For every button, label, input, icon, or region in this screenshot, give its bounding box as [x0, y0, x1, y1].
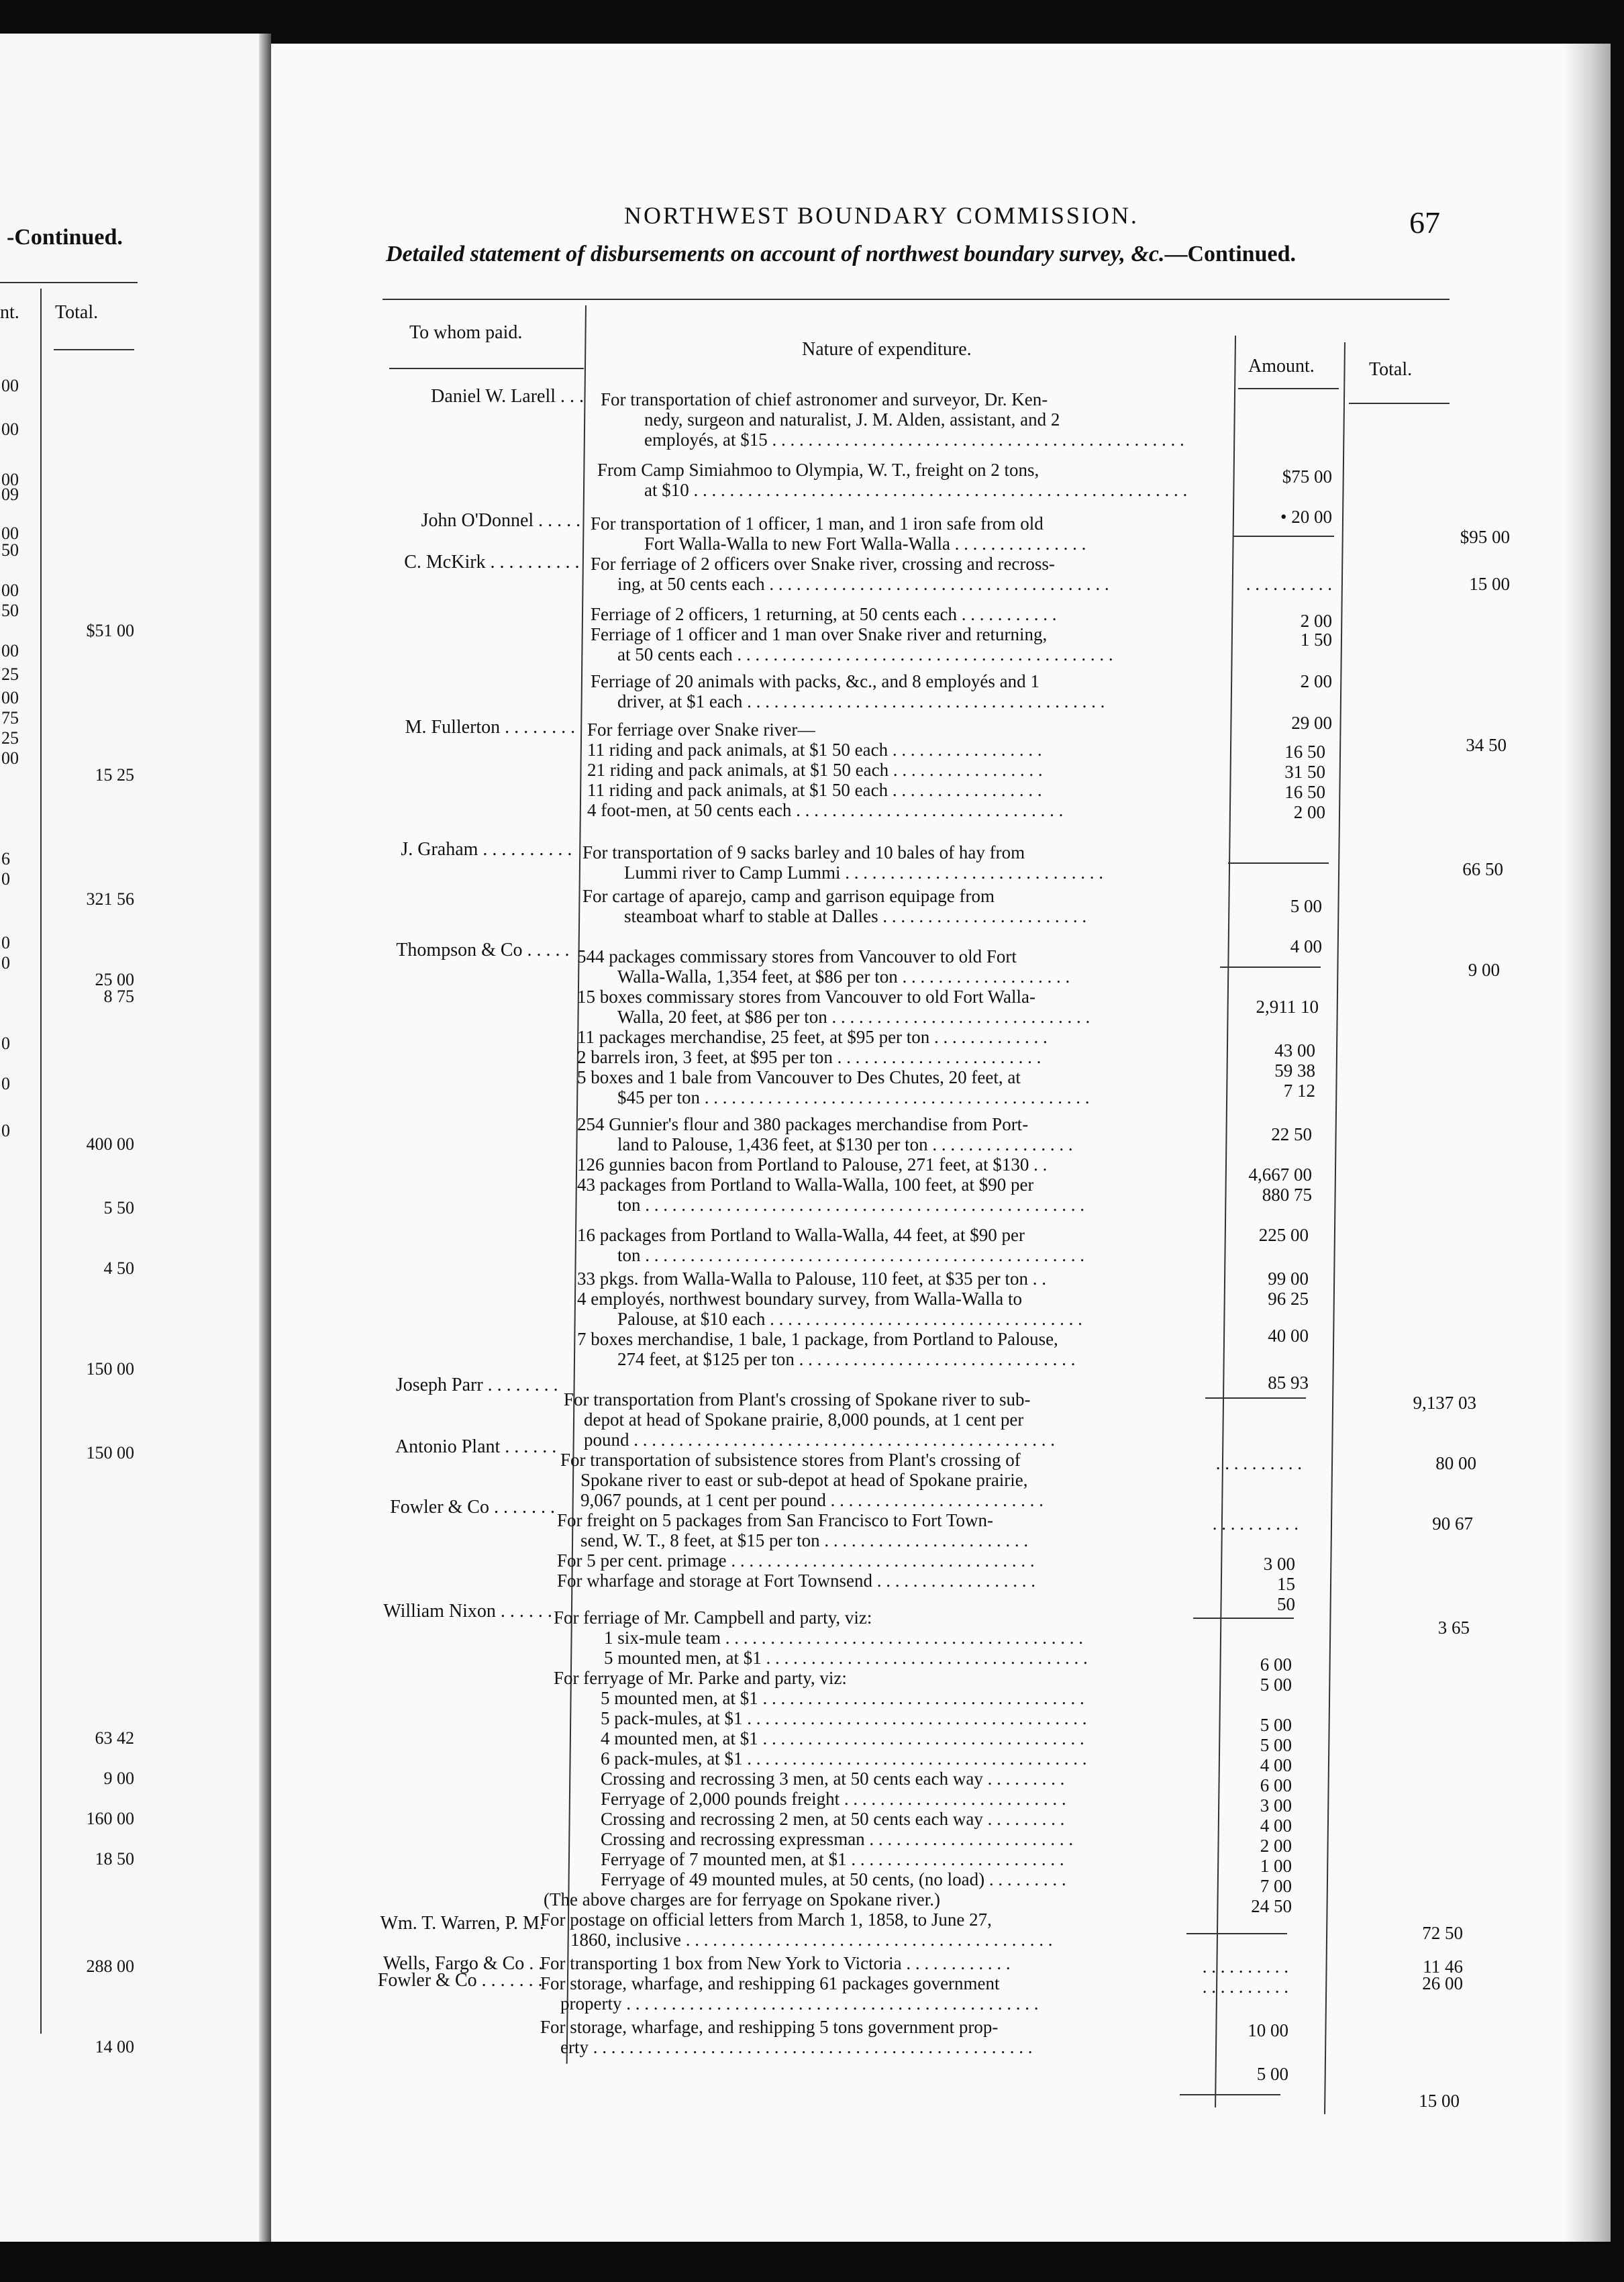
- expenditure-line: For ferriage over Snake river—: [587, 720, 816, 740]
- left-total-cell: 288 00: [86, 1956, 134, 1976]
- amount-cell: 2 00: [1300, 671, 1332, 691]
- expenditure-line: 5 boxes and 1 bale from Vancouver to Des Chutes, 20 feet, at: [577, 1067, 1021, 1087]
- expenditure-line: 21 riding and pack animals, at $1 50 each . . . . . . . . . . . . . . . . .: [587, 760, 1043, 780]
- subtotal-rule: [1186, 1933, 1287, 1934]
- expenditure-line: depot at head of Spokane prairie, 8,000 pounds, at 1 cent per: [584, 1409, 1024, 1430]
- subtotal-rule: [1220, 966, 1321, 968]
- expenditure-line: land to Palouse, 1,436 feet, at $130 per ton . . . . . . . . . . . . . . . .: [617, 1134, 1073, 1154]
- left-amount-cell: 50: [1, 540, 19, 560]
- left-header-underline: [54, 349, 134, 350]
- amount-cell: 15: [1277, 1574, 1295, 1594]
- left-amount-cell: 0: [1, 1121, 10, 1140]
- amount-cell: 4 00: [1260, 1816, 1292, 1836]
- left-amount-cell: 00: [1, 748, 19, 768]
- expenditure-line: For transporting 1 box from New York to Victoria . . . . . . . . . . . .: [540, 1953, 1011, 1973]
- amount-cell: 6 00: [1260, 1775, 1292, 1795]
- left-total-cell: 5 50: [103, 1198, 134, 1218]
- amount-cell: 10 00: [1248, 2020, 1288, 2040]
- left-amount-cell: 00: [1, 376, 19, 395]
- expenditure-line: 33 pkgs. from Walla-Walla to Palouse, 110 feet, at $35 per ton . .: [577, 1269, 1046, 1289]
- left-amount-cell: 25: [1, 728, 19, 748]
- expenditure-line: For transportation of 9 sacks barley and 10 bales of hay from: [582, 842, 1025, 862]
- expenditure-line: Ferryage of 7 mounted men, at $1 . . . . . . . . . . . . . . . . . . . . . . . .: [601, 1849, 1064, 1869]
- amount-cell: 5 00: [1260, 1675, 1292, 1695]
- left-total-cell: 15 25: [95, 765, 134, 785]
- expenditure-line: steamboat wharf to stable at Dalles . . . . . . . . . . . . . . . . . . . . . . .: [624, 906, 1087, 926]
- left-total-cell: 18 50: [95, 1849, 134, 1869]
- expenditure-line: (The above charges are for ferryage on Spokane river.): [544, 1889, 940, 1909]
- amount-cell: 7 00: [1260, 1876, 1292, 1896]
- left-amount-cell: 00: [1, 524, 19, 543]
- left-amount-cell: 0: [1, 1034, 10, 1053]
- subtitle-continued: —Continued.: [1164, 242, 1297, 266]
- expenditure-line: For transportation of 1 officer, 1 man, and 1 iron safe from old: [591, 513, 1044, 534]
- expenditure-line: 6 pack-mules, at $1 . . . . . . . . . . . . . . . . . . . . . . . . . . . . . . . . . . . . . .: [601, 1748, 1087, 1769]
- subtotal-rule: [1193, 1618, 1294, 1619]
- table-top-rule: [383, 299, 1450, 300]
- expenditure-line: For storage, wharfage, and reshipping 5 tons government prop-: [540, 2017, 999, 2037]
- amount-cell: 40 00: [1268, 1326, 1309, 1346]
- amount-cell: $75 00: [1282, 466, 1332, 487]
- total-cell: 15 00: [1419, 2091, 1460, 2111]
- total-cell: 72 50: [1422, 1923, 1463, 1943]
- left-col-amount-header: nt.: [0, 302, 19, 323]
- expenditure-line: For transportation of chief astronomer and surveyor, Dr. Ken-: [601, 389, 1048, 409]
- running-title: NORTHWEST BOUNDARY COMMISSION.: [624, 202, 1139, 229]
- amount-cell: 5 00: [1256, 2064, 1288, 2084]
- page-number: 67: [1409, 205, 1440, 240]
- expenditure-line: 4 employés, northwest boundary survey, from Walla-Walla to: [577, 1289, 1022, 1309]
- expenditure-line: Crossing and recrossing 3 men, at 50 cents each way . . . . . . . . .: [601, 1769, 1065, 1789]
- expenditure-line: 4 foot-men, at 50 cents each . . . . . . . . . . . . . . . . . . . . . . . . . . . . . .: [587, 800, 1064, 820]
- amount-cell: 3 00: [1263, 1554, 1295, 1574]
- amount-cell: . . . . . . . . . .: [1212, 1514, 1299, 1534]
- total-cell: 9 00: [1468, 960, 1500, 980]
- amount-cell: 24 50: [1251, 1896, 1292, 1916]
- left-total-cell: 321 56: [86, 889, 134, 909]
- total-cell: 3 65: [1437, 1618, 1470, 1638]
- amount-cell: 59 38: [1274, 1060, 1315, 1081]
- total-cell: 80 00: [1435, 1453, 1476, 1473]
- amount-cell: 29 00: [1291, 713, 1332, 733]
- expenditure-line: Ferriage of 2 officers, 1 returning, at 50 cents each . . . . . . . . . . .: [591, 604, 1057, 624]
- left-total-cell: 400 00: [86, 1134, 134, 1154]
- left-total-cell: 14 00: [95, 2037, 134, 2056]
- amount-cell: 31 50: [1284, 762, 1325, 782]
- expenditure-line: 11 packages merchandise, 25 feet, at $95 per ton . . . . . . . . . . . . .: [577, 1027, 1048, 1047]
- total-cell: 11 46: [1423, 1956, 1463, 1977]
- left-amount-cell: 50: [1, 601, 19, 620]
- payee-name: Wells, Fargo & Co . .: [383, 1953, 544, 1974]
- header-underline-total: [1349, 403, 1450, 404]
- amount-cell: . . . . . . . . . .: [1215, 1453, 1302, 1473]
- expenditure-line: property . . . . . . . . . . . . . . . . . . . . . . . . . . . . . . . . . . . . . . . . . . . . . .: [560, 1993, 1039, 2014]
- expenditure-line: Ferryage of 49 mounted mules, at 50 cents, (no load) . . . . . . . . .: [601, 1869, 1066, 1889]
- amount-cell: 225 00: [1258, 1225, 1309, 1245]
- expenditure-line: Ferriage of 1 officer and 1 man over Snake river and returning,: [591, 624, 1048, 644]
- expenditure-line: For postage on official letters from March 1, 1858, to June 27,: [540, 1909, 992, 1930]
- amount-cell: 85 93: [1268, 1373, 1309, 1393]
- left-amount-cell: 75: [1, 708, 19, 728]
- subtotal-rule: [1233, 536, 1334, 537]
- expenditure-line: 254 Gunnier's flour and 380 packages merchandise from Port-: [577, 1114, 1029, 1134]
- expenditure-line: at 50 cents each . . . . . . . . . . . . . . . . . . . . . . . . . . . . . . . . . . . . . . . . . .: [617, 644, 1113, 664]
- total-cell: 9,137 03: [1413, 1393, 1476, 1413]
- amount-cell: 22 50: [1271, 1124, 1312, 1144]
- left-amount-cell: 0: [1, 933, 10, 952]
- left-amount-cell: 0: [1, 869, 10, 889]
- expenditure-line: Palouse, at $10 each . . . . . . . . . . . . . . . . . . . . . . . . . . . . . . . . . . .: [617, 1309, 1082, 1329]
- amount-cell: • 20 00: [1280, 507, 1332, 527]
- expenditure-line: 7 boxes merchandise, 1 bale, 1 package, from Portland to Palouse,: [577, 1329, 1058, 1349]
- amount-cell: 5 00: [1260, 1735, 1292, 1755]
- expenditure-line: For freight on 5 packages from San Francisco to Fort Town-: [557, 1510, 993, 1530]
- expenditure-line: 9,067 pounds, at 1 cent per pound . . . . . . . . . . . . . . . . . . . . . . . .: [580, 1490, 1044, 1510]
- amount-cell: . . . . . . . . . .: [1202, 1977, 1288, 1997]
- expenditure-line: For transportation of subsistence stores from Plant's crossing of: [560, 1450, 1021, 1470]
- amount-cell: 4 00: [1290, 936, 1322, 956]
- expenditure-line: Lummi river to Camp Lummi . . . . . . . . . . . . . . . . . . . . . . . . . . . . .: [624, 862, 1103, 883]
- amount-cell: 4,667 00: [1248, 1164, 1312, 1185]
- expenditure-line: at $10 . . . . . . . . . . . . . . . . . . . . . . . . . . . . . . . . . . . . . . . . . . . . . . . . . . . . . . .: [644, 480, 1188, 500]
- expenditure-line: 5 mounted men, at $1 . . . . . . . . . . . . . . . . . . . . . . . . . . . . . . . . . . . .: [601, 1688, 1084, 1708]
- expenditure-line: 2 barrels iron, 3 feet, at $95 per ton . . . . . . . . . . . . . . . . . . . . . . .: [577, 1047, 1042, 1067]
- expenditure-line: send, W. T., 8 feet, at $15 per ton . . . . . . . . . . . . . . . . . . . . . . .: [580, 1530, 1029, 1550]
- expenditure-line: pound . . . . . . . . . . . . . . . . . . . . . . . . . . . . . . . . . . . . . . . . . . . . . . .: [584, 1430, 1055, 1450]
- expenditure-line: From Camp Simiahmoo to Olympia, W. T., freight on 2 tons,: [597, 460, 1039, 480]
- expenditure-line: For transportation from Plant's crossing of Spokane river to sub-: [564, 1389, 1031, 1409]
- expenditure-line: 274 feet, at $125 per ton . . . . . . . . . . . . . . . . . . . . . . . . . . . . . . .: [617, 1349, 1076, 1369]
- left-amount-cell: 25: [1, 664, 19, 684]
- left-total-cell: 25 00: [95, 970, 134, 989]
- expenditure-line: 1860, inclusive . . . . . . . . . . . . . . . . . . . . . . . . . . . . . . . . . . . . . . . . .: [570, 1930, 1053, 1950]
- expenditure-line: For storage, wharfage, and reshipping 61 packages government: [540, 1973, 1000, 1993]
- total-cell: 15 00: [1469, 574, 1510, 594]
- expenditure-line: For wharfage and storage at Fort Townsend . . . . . . . . . . . . . . . . . .: [557, 1571, 1035, 1591]
- amount-cell: 5 00: [1260, 1715, 1292, 1735]
- col-header-to-whom: To whom paid.: [409, 322, 523, 343]
- left-amount-cell: 00: [1, 470, 19, 489]
- expenditure-line: Fort Walla-Walla to new Fort Walla-Walla . . . . . . . . . . . . . . .: [644, 534, 1086, 554]
- book-gutter: [259, 34, 271, 2242]
- payee-name: C. McKirk . . . . . . . . . .: [404, 552, 580, 573]
- left-amount-cell: 0: [1, 953, 10, 973]
- expenditure-line: ton . . . . . . . . . . . . . . . . . . . . . . . . . . . . . . . . . . . . . . . . . . . . . . . . .: [617, 1195, 1085, 1215]
- expenditure-line: Ferriage of 20 animals with packs, &c., and 8 employés and 1: [591, 671, 1039, 691]
- left-amount-cell: 00: [1, 419, 19, 439]
- total-cell: $95 00: [1460, 527, 1510, 547]
- amount-cell: 2 00: [1300, 611, 1332, 631]
- left-total-cell: 63 42: [95, 1728, 134, 1748]
- expenditure-line: For 5 per cent. primage . . . . . . . . . . . . . . . . . . . . . . . . . . . . . . . . . .: [557, 1550, 1035, 1571]
- left-header-rule: [0, 282, 138, 283]
- expenditure-line: For ferriage of 2 officers over Snake river, crossing and recross-: [591, 554, 1055, 574]
- expenditure-line: nedy, surgeon and naturalist, J. M. Alden, assistant, and 2: [644, 409, 1060, 430]
- left-amount-cell: 00: [1, 688, 19, 707]
- expenditure-line: Spokane river to east or sub-depot at head of Spokane prairie,: [580, 1470, 1028, 1490]
- expenditure-line: Crossing and recrossing 2 men, at 50 cents each way . . . . . . . . .: [601, 1809, 1065, 1829]
- payee-name: Joseph Parr . . . . . . . .: [395, 1375, 558, 1395]
- subtotal-rule: [1180, 2094, 1280, 2095]
- left-amount-cell: 00: [1, 581, 19, 600]
- expenditure-line: employés, at $15 . . . . . . . . . . . . . . . . . . . . . . . . . . . . . . . . . . . . . . . . . . . . . .: [644, 430, 1184, 450]
- left-total-cell: 160 00: [86, 1809, 134, 1828]
- page-edge-shadow: [1564, 44, 1611, 2242]
- amount-cell: 1 00: [1260, 1856, 1292, 1876]
- col-header-nature: Nature of expenditure.: [802, 339, 972, 360]
- expenditure-line: 126 gunnies bacon from Portland to Palouse, 271 feet, at $130 . .: [577, 1154, 1048, 1175]
- amount-cell: 7 12: [1283, 1081, 1315, 1101]
- expenditure-line: 5 mounted men, at $1 . . . . . . . . . . . . . . . . . . . . . . . . . . . . . . . . . . . .: [604, 1648, 1088, 1668]
- payee-name: Antonio Plant . . . . . .: [395, 1436, 557, 1457]
- expenditure-line: 11 riding and pack animals, at $1 50 each . . . . . . . . . . . . . . . . .: [587, 740, 1042, 760]
- expenditure-line: 15 boxes commissary stores from Vancouver to old Fort Walla-: [577, 987, 1035, 1007]
- amount-cell: 43 00: [1274, 1040, 1315, 1060]
- amount-cell: 50: [1277, 1594, 1295, 1614]
- expenditure-line: erty . . . . . . . . . . . . . . . . . . . . . . . . . . . . . . . . . . . . . . . . . . . . . . . . .: [560, 2037, 1033, 2057]
- left-total-cell: 8 75: [103, 987, 134, 1006]
- left-total-cell: 150 00: [86, 1443, 134, 1462]
- payee-name: Fowler & Co . . . . . . .: [377, 1970, 543, 1991]
- amount-cell: . . . . . . . . . .: [1246, 574, 1332, 594]
- amount-cell: 16 50: [1284, 742, 1325, 762]
- expenditure-line: driver, at $1 each . . . . . . . . . . . . . . . . . . . . . . . . . . . . . . . . . . . . . . . .: [617, 691, 1105, 711]
- expenditure-line: $45 per ton . . . . . . . . . . . . . . . . . . . . . . . . . . . . . . . . . . . . . . . . . . .: [617, 1087, 1090, 1107]
- expenditure-line: Crossing and recrossing expressman . . . . . . . . . . . . . . . . . . . . . . .: [601, 1829, 1074, 1849]
- amount-cell: 2 00: [1260, 1836, 1292, 1856]
- amount-cell: 5 00: [1290, 896, 1322, 916]
- amount-cell: 880 75: [1262, 1185, 1312, 1205]
- expenditure-line: 11 riding and pack animals, at $1 50 each . . . . . . . . . . . . . . . . .: [587, 780, 1042, 800]
- payee-name: J. Graham . . . . . . . . . .: [401, 839, 572, 860]
- amount-cell: 99 00: [1268, 1269, 1309, 1289]
- expenditure-line: For cartage of aparejo, camp and garrison equipage from: [582, 886, 995, 906]
- amount-cell: 96 25: [1268, 1289, 1309, 1309]
- payee-name: Daniel W. Larell . . .: [431, 386, 584, 407]
- header-underline-amount: [1238, 388, 1339, 389]
- payee-name: Thompson & Co . . . . .: [396, 940, 570, 960]
- expenditure-line: ing, at 50 cents each . . . . . . . . . . . . . . . . . . . . . . . . . . . . . . . . . . . . . .: [617, 574, 1109, 594]
- col-header-total: Total.: [1369, 359, 1413, 380]
- subtitle-text: Detailed statement of disbursements on account of northwest boundary survey, &c.: [386, 242, 1165, 266]
- left-total-cell: 150 00: [86, 1359, 134, 1379]
- expenditure-line: 16 packages from Portland to Walla-Walla, 44 feet, at $90 per: [577, 1225, 1025, 1245]
- expenditure-line: 5 pack-mules, at $1 . . . . . . . . . . . . . . . . . . . . . . . . . . . . . . . . . . . . . .: [601, 1708, 1087, 1728]
- expenditure-line: For ferryage of Mr. Parke and party, viz:: [554, 1668, 847, 1688]
- payee-name: Fowler & Co . . . . . . .: [390, 1497, 555, 1518]
- expenditure-line: 4 mounted men, at $1 . . . . . . . . . . . . . . . . . . . . . . . . . . . . . . . . . . . .: [601, 1728, 1084, 1748]
- table-subtitle: [386, 242, 1296, 267]
- expenditure-line: 544 packages commissary stores from Vancouver to old Fort: [577, 946, 1017, 966]
- expenditure-line: Ferryage of 2,000 pounds freight . . . . . . . . . . . . . . . . . . . . . . . . .: [601, 1789, 1066, 1809]
- left-col-total-header: Total.: [55, 302, 99, 323]
- payee-name: Wm. T. Warren, P. M.: [380, 1913, 544, 1934]
- left-total-cell: 4 50: [103, 1258, 134, 1278]
- expenditure-line: ton . . . . . . . . . . . . . . . . . . . . . . . . . . . . . . . . . . . . . . . . . . . . . . . . .: [617, 1245, 1085, 1265]
- left-total-cell: 9 00: [103, 1769, 134, 1788]
- expenditure-line: 1 six-mule team . . . . . . . . . . . . . . . . . . . . . . . . . . . . . . . . . . . . . . . .: [604, 1628, 1083, 1648]
- left-amount-cell: 00: [1, 641, 19, 660]
- total-cell: 90 67: [1432, 1514, 1473, 1534]
- expenditure-line: For ferriage of Mr. Campbell and party, viz:: [554, 1607, 872, 1628]
- expenditure-line: 43 packages from Portland to Walla-Walla, 100 feet, at $90 per: [577, 1175, 1034, 1195]
- expenditure-line: Walla, 20 feet, at $86 per ton . . . . . . . . . . . . . . . . . . . . . . . . . . . . .: [617, 1007, 1090, 1027]
- amount-cell: 6 00: [1260, 1654, 1292, 1675]
- left-amount-cell: 0: [1, 1074, 10, 1093]
- amount-cell: 4 00: [1260, 1755, 1292, 1775]
- amount-cell: 2 00: [1293, 802, 1325, 822]
- col-header-amount: Amount.: [1248, 356, 1315, 377]
- amount-cell: 2,911 10: [1256, 997, 1319, 1017]
- header-underline-payee: [389, 368, 584, 369]
- subtotal-rule: [1205, 1397, 1306, 1399]
- total-cell: 26 00: [1422, 1973, 1463, 1993]
- left-total-cell: $51 00: [86, 621, 134, 640]
- total-cell: 34 50: [1466, 735, 1507, 755]
- payee-name: M. Fullerton . . . . . . . .: [405, 717, 576, 738]
- left-amount-cell: 6: [1, 849, 10, 869]
- payee-name: William Nixon . . . . . .: [383, 1601, 552, 1622]
- left-page-header: -Continued.: [7, 225, 123, 250]
- amount-cell: 16 50: [1284, 782, 1325, 802]
- payee-name: John O'Donnel . . . . .: [421, 510, 581, 531]
- subtotal-rule: [1228, 862, 1329, 864]
- amount-cell: . . . . . . . . . .: [1202, 1956, 1288, 1977]
- amount-cell: 3 00: [1260, 1795, 1292, 1816]
- left-amount-cell: 09: [1, 485, 19, 504]
- total-cell: 66 50: [1462, 859, 1503, 879]
- expenditure-line: Walla-Walla, 1,354 feet, at $86 per ton . . . . . . . . . . . . . . . . . . .: [617, 966, 1070, 987]
- amount-cell: 1 50: [1300, 630, 1332, 650]
